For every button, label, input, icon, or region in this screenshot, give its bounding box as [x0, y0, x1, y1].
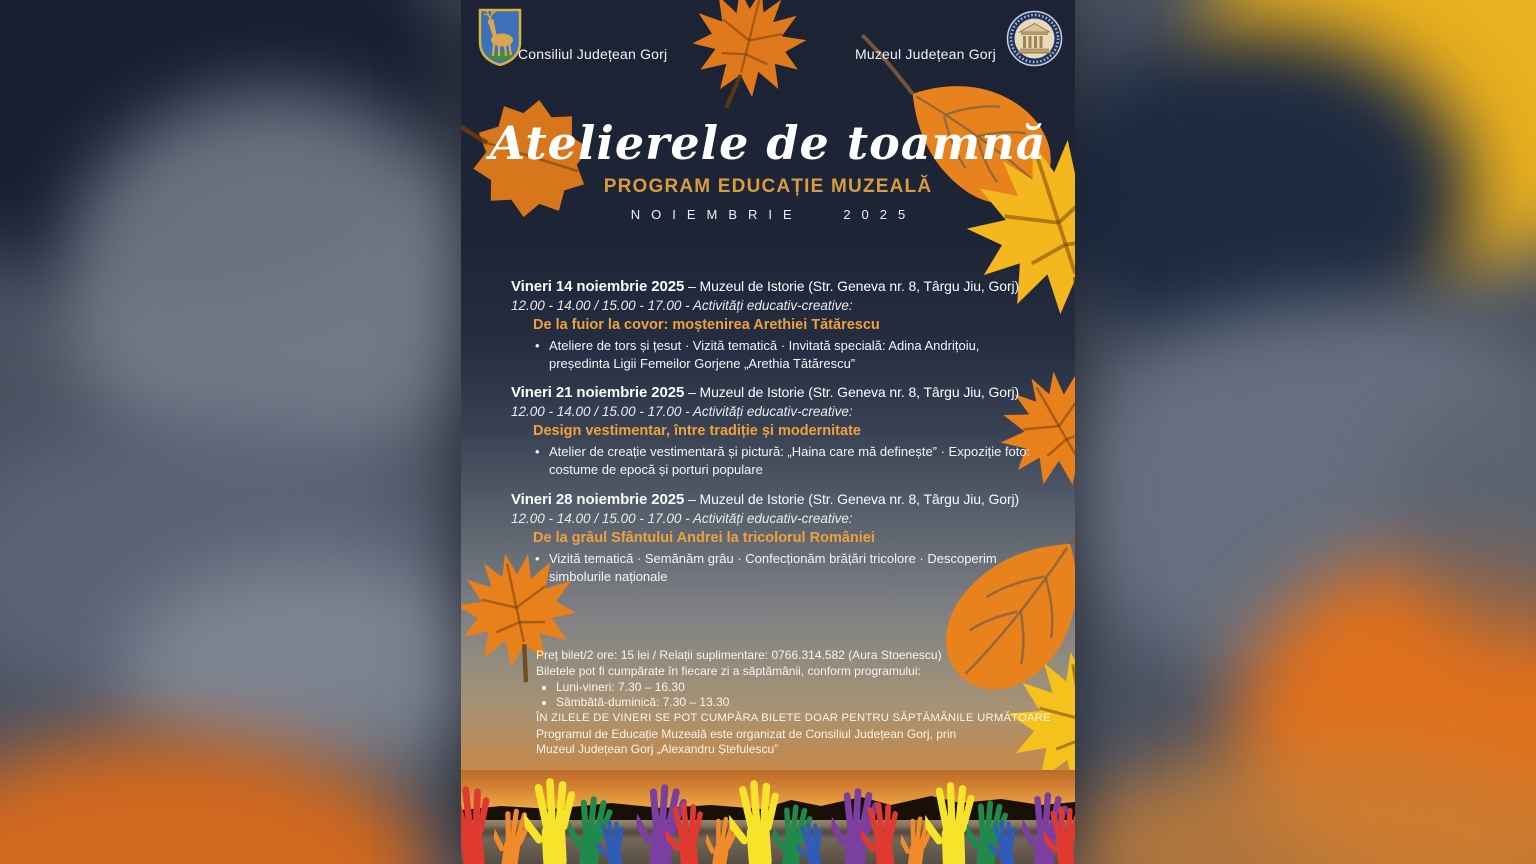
event-details-line: costume de epocă și porturi populare: [549, 461, 763, 477]
event-details-line: Atelier de creație vestimentară și pictură: „Haina care mă definește” · Expoziție foto:: [549, 444, 1031, 459]
museum-seal-icon: [1006, 10, 1063, 67]
council-label: Consiliul Județean Gorj: [518, 46, 668, 62]
hand-icon: [663, 801, 709, 864]
event-block-3: [511, 490, 1071, 585]
event-theme: Design vestimentar, între tradiție și modernitate: [533, 423, 861, 439]
friday-notice: ÎN ZILELE DE VINERI SE POT CUMPĂRA BILETE DOAR PENTRU SĂPTĂMÂNILE URMĂTOARE: [536, 712, 1051, 724]
event-date: Vineri 28 noiembrie 2025: [511, 491, 685, 508]
opening-hours-item: • Sâmbătă-duminică: 7.30 – 13.30: [556, 695, 1046, 710]
event-date-line: [511, 383, 1071, 402]
organizer-line: Programul de Educație Muzeală este organizat de Consiliul Județean Gorj, prin: [536, 726, 957, 741]
event-schedule: 12.00 - 14.00 / 15.00 - 17.00 - Activități educativ-creative:: [511, 404, 853, 419]
tickets-line: Biletele pot fi cumpărate în fiecare zi a săptămânii, conform programului:: [536, 663, 921, 678]
event-details: [511, 550, 1071, 585]
opening-hours-list: [536, 680, 1046, 710]
raised-hands-artwork: [461, 770, 1075, 864]
organizer-line: Muzeul Județean Gorj „Alexandru Ștefulescu”: [536, 742, 779, 756]
poster-month: NOIEMBRIE 2025: [630, 207, 917, 222]
event-date-line: [511, 490, 1071, 509]
event-date: Vineri 21 noiembrie 2025: [511, 384, 685, 401]
museum-label: Muzeul Județean Gorj: [855, 46, 996, 62]
gorj-coat-of-arms-icon: [478, 8, 522, 66]
bullet-icon: •: [535, 551, 540, 566]
event-details-line: Ateliere de tors și țesut · Vizită tematică · Invitată specială: Adina Andrițoiu,: [549, 338, 980, 353]
price-line: Preț bilet/2 ore: 15 lei / Relații suplimentare: 0766.314.582 (Aura Stoenescu): [536, 648, 942, 662]
footer-info: [536, 648, 1051, 758]
event-details: [511, 443, 1071, 478]
event-theme: De la grâul Sfântului Andrei la tricolorul României: [533, 530, 875, 546]
event-location: – Muzeul de Istorie (Str. Geneva nr. 8, Târgu Jiu, Gorj): [688, 491, 1020, 507]
event-details-line: președinta Ligii Femeilor Gorjene „Arethia Tătărescu”: [549, 355, 856, 371]
hand-icon: [594, 818, 631, 864]
event-schedule: 12.00 - 14.00 / 15.00 - 17.00 - Activități educativ-creative:: [511, 511, 853, 526]
event-poster: [461, 0, 1075, 864]
hand-icon: [986, 818, 1023, 864]
event-schedule: 12.00 - 14.00 / 15.00 - 17.00 - Activități educativ-creative:: [511, 298, 853, 313]
hand-icon: [793, 820, 829, 864]
hand-icon: [1041, 805, 1075, 864]
poster-subtitle: PROGRAM EDUCAȚIE MUZEALĂ: [603, 176, 933, 197]
bullet-icon: •: [535, 338, 540, 353]
event-details-line: Vizită tematică · Semănăm grâu · Confecționăm brățări tricolore · Descoperim: [549, 551, 997, 566]
poster-title: Atelierele de toamnă: [489, 116, 1047, 170]
event-details: [511, 337, 1071, 372]
event-date-line: [511, 277, 1071, 296]
event-block-1: [511, 277, 1071, 372]
opening-hours-item: • Luni-vineri: 7.30 – 16.30: [556, 680, 1046, 695]
event-location: – Muzeul de Istorie (Str. Geneva nr. 8, Târgu Jiu, Gorj): [688, 384, 1020, 400]
maple-leaf-icon: [676, 0, 819, 117]
event-theme: De la fuior la covor: moștenirea Arethiei Tătărescu: [533, 317, 880, 333]
event-date: Vineri 14 noiembrie 2025: [511, 278, 685, 295]
bullet-icon: •: [535, 444, 540, 459]
event-location: – Muzeul de Istorie (Str. Geneva nr. 8, Târgu Jiu, Gorj): [688, 278, 1020, 294]
event-block-2: [511, 383, 1071, 478]
event-details-line: simbolurile naționale: [549, 568, 668, 584]
hand-icon: [858, 800, 905, 864]
